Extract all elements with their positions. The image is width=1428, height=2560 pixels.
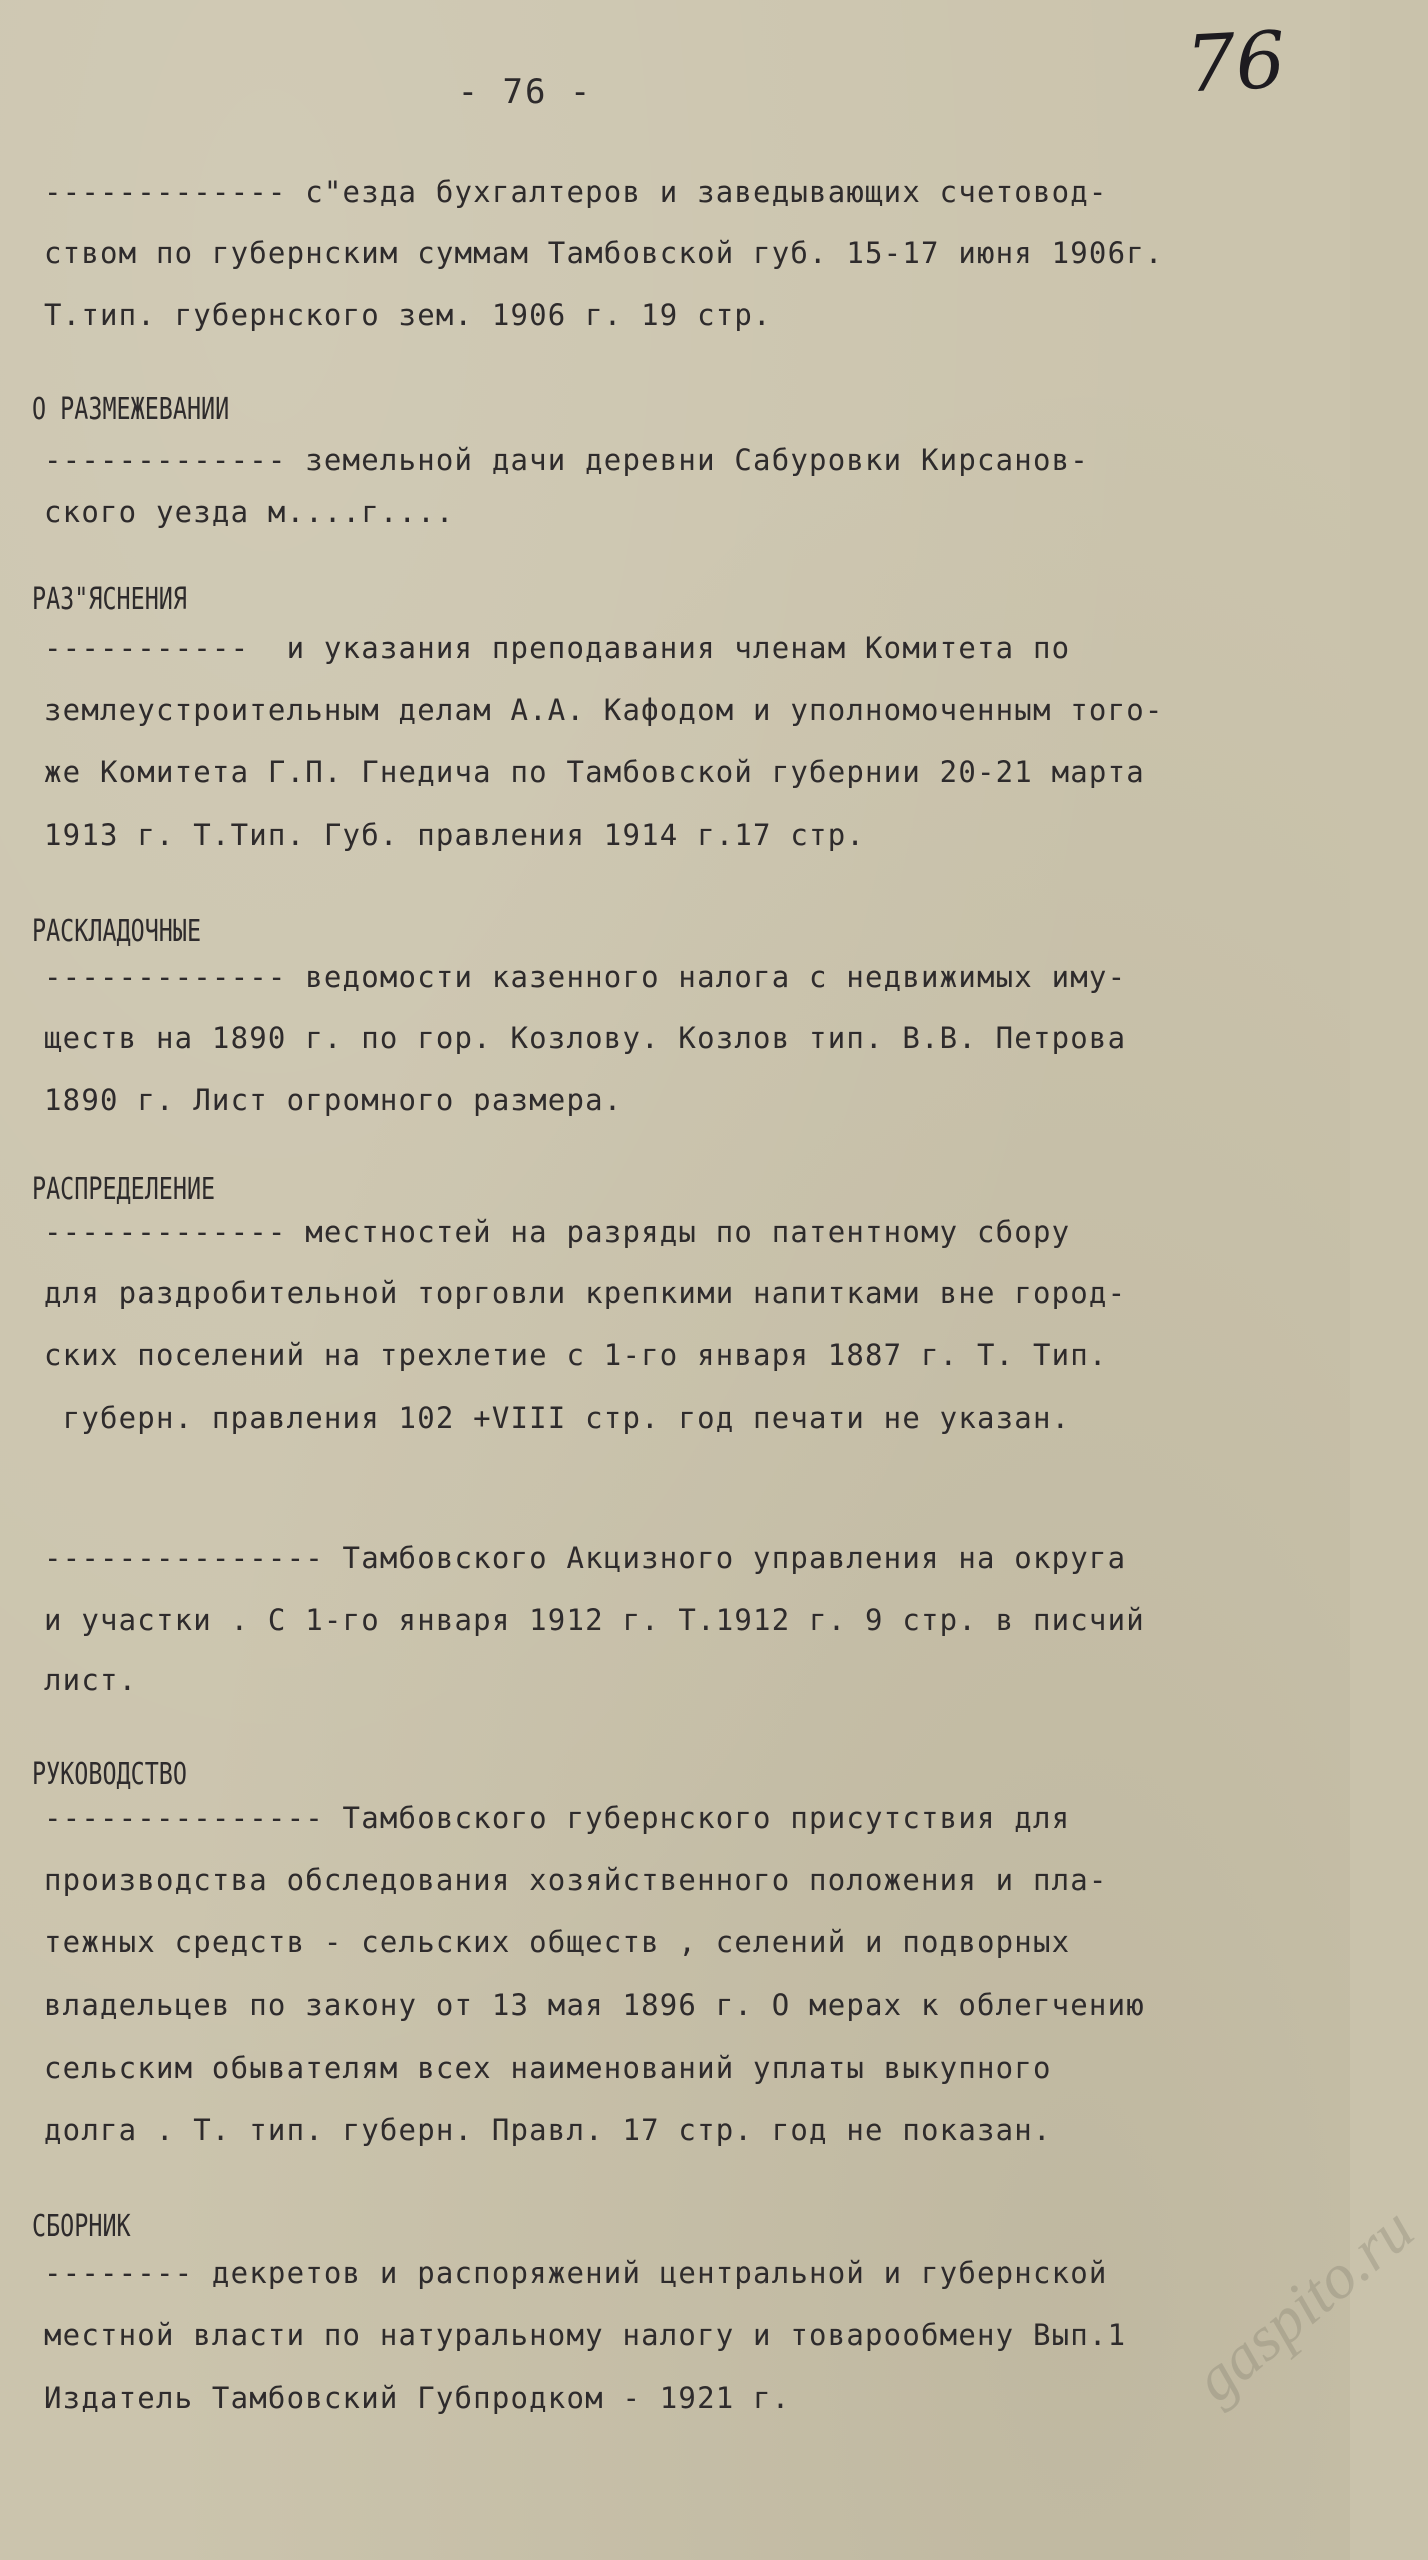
text-line: ------------- с"езда бухгалтеров и заведывающих счетовод-	[44, 175, 1108, 209]
text-line: производства обследования хозяйственного положения и пла-	[44, 1863, 1108, 1897]
text-line: --------------- Тамбовского губернского присутствия для	[44, 1801, 1071, 1835]
page-number: - 76 -	[457, 72, 593, 112]
text-line: ------------- земельной дачи деревни Сабуровки Кирсанов-	[44, 443, 1089, 477]
text-line: губерн. правления 102 +VIII стр. год печати не указан.	[44, 1401, 1071, 1435]
text-line: ского уезда м....г....	[44, 495, 455, 529]
watermark: gaspito.ru	[1180, 2192, 1427, 2416]
text-line: ских поселений на трехлетие с 1-го января 1887 г. Т. Тип.	[44, 1338, 1108, 1372]
text-line: землеустроительным делам А.А. Кафодом и уполномоченным того-	[44, 693, 1164, 727]
text-line: и участки . С 1-го января 1912 г. Т.1912 г. 9 стр. в писчий	[44, 1603, 1145, 1637]
text-line: лист.	[44, 1663, 138, 1697]
text-line: 1913 г. Т.Тип. Губ. правления 1914 г.17 стр.	[44, 818, 866, 852]
handwritten-folio-number: 76	[1183, 15, 1288, 111]
text-line: долга . Т. тип. губерн. Правл. 17 стр. год не показан.	[44, 2113, 1052, 2147]
text-line: --------------- Тамбовского Акцизного управления на округа	[44, 1541, 1127, 1575]
text-line: ------------- местностей на разряды по патентному сбору	[44, 1215, 1071, 1249]
entry-heading: РАСКЛАДОЧНЫЕ	[32, 914, 202, 949]
text-line: -------- декретов и распоряжений центральной и губернской	[44, 2256, 1108, 2290]
text-line: ------------- ведомости казенного налога с недвижимых иму-	[44, 960, 1127, 994]
text-line: ществ на 1890 г. по гор. Козлову. Козлов тип. В.В. Петрова	[44, 1021, 1127, 1055]
text-line: тежных средств - сельских обществ , селений и подворных	[44, 1925, 1071, 1959]
entry-heading: РАСПРЕДЕЛЕНИЕ	[32, 1172, 216, 1207]
text-line: 1890 г. Лист огромного размера.	[44, 1083, 623, 1117]
text-line: местной власти по натуральному налогу и товарообмену Вып.1	[44, 2318, 1127, 2352]
text-line: же Комитета Г.П. Гнедича по Тамбовской губернии 20-21 марта	[44, 755, 1145, 789]
text-line: для раздробительной торговли крепкими напитками вне город-	[44, 1276, 1127, 1310]
text-line: ----------- и указания преподавания членам Комитета по	[44, 631, 1071, 665]
text-line: ством по губернским суммам Тамбовской губ. 15-17 июня 1906г.	[44, 236, 1164, 270]
entry-heading: О РАЗМЕЖЕВАНИИ	[32, 392, 230, 427]
entry-heading: СБОРНИК	[32, 2209, 131, 2244]
text-line: владельцев по закону от 13 мая 1896 г. О мерах к облегчению	[44, 1988, 1145, 2022]
entry-heading: РУКОВОДСТВО	[32, 1757, 187, 1792]
text-line: сельским обывателям всех наименований уплаты выкупного	[44, 2051, 1052, 2085]
text-line: Т.тип. губернского зем. 1906 г. 19 стр.	[44, 298, 772, 332]
entry-heading: РАЗ"ЯСНЕНИЯ	[32, 582, 187, 617]
text-line: Издатель Тамбовский Губпродком - 1921 г.	[44, 2381, 791, 2415]
